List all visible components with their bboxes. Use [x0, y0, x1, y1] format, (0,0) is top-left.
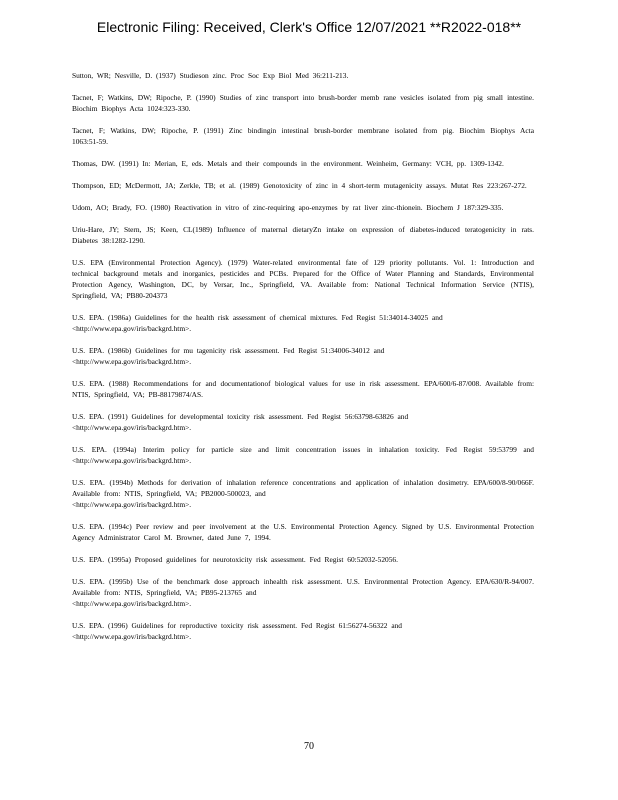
filing-stamp-header: Electronic Filing: Received, Clerk's Office 12/07/2021 **R2022-018**: [96, 19, 522, 35]
reference-entry: U.S. EPA. (1994c) Peer review and peer involvement at the U.S. Environmental Protection Agency. Signed by U.S. Environmental Protection Agency Administrator Carol M. Browner, dated June 7, 1994.: [72, 522, 534, 542]
reference-entry: Thomas, DW. (1991) In: Merian, E, eds. Metals and their compounds in the environment. Weinheim, Germany: VCH, pp. 1309-1342.: [72, 159, 504, 168]
reference-entry: U.S. EPA (Environmental Protection Agency). (1979) Water-related environmental fate of 129 priority pollutants. Vol. 1: Introduction and technical background metals and inorganics, pesticides and PCBs. Prepared for the Office of Water Planning and Standards, Environmental Protection Agency, Washington, DC, by Versar, Inc., Springfield, VA. Available from: National Technical Information Service (NTIS), Springfield, VA; PB80-204373: [72, 258, 534, 300]
reference-entry: Uriu-Hare, JY; Stern, JS; Keen, CL(1989) Influence of maternal dietaryZn intake on expression of diabetes-induced teratogenicity in rats. Diabetes 38:1282-1290.: [72, 225, 534, 245]
reference-entry: U.S. EPA. (1995a) Proposed guidelines for neurotoxicity risk assessment. Fed Regist 60:52032-52056.: [72, 555, 398, 564]
reference-entry: U.S. EPA. (1996) Guidelines for reproductive toxicity risk assessment. Fed Regist 61:56274-56322 and <http://www.epa.gov/iris/backgrd.htm>.: [72, 621, 402, 641]
reference-entry: Tacnet, F; Watkins, DW; Ripoche, P. (1991) Zinc bindingin intestinal brush-border membrane isolated from pig. Biochim Biophys Acta 1063:51-59.: [72, 126, 534, 146]
reference-entry: Tacnet, F; Watkins, DW; Ripoche, P. (1990) Studies of zinc transport into brush-border memb rane vesicles isolated from pig small intestine. Biochim Biophys Acta 1024:323-330.: [72, 93, 534, 113]
reference-entry: Udom, AO; Brady, FO. (1980) Reactivation in vitro of zinc-requiring apo-enzymes by rat liver zinc-thionein. Biochem J 187:329-335.: [72, 203, 504, 212]
reference-entry: U.S. EPA. (1988) Recommendations for and documentationof biological values for use in risk assessment. EPA/600/6-87/008. Available from: NTIS, Springfield, VA; PB-88179874/AS.: [72, 379, 534, 399]
reference-entry: Thompson, ED; McDermott, JA; Zerkle, TB; et al. (1989) Genotoxicity of zinc in 4 short-term mutagenicity assays. Mutat Res 223:267-272.: [72, 181, 527, 190]
reference-entry: U.S. EPA. (1994b) Methods for derivation of inhalation reference concentrations and application of inhalation dosimetry. EPA/600/8-90/066F. Available from: NTIS, Springfield, VA; PB2000-500023, and <http://www.epa.gov/iris/backgrd.htm>.: [72, 478, 534, 509]
reference-entry: U.S. EPA. (1986b) Guidelines for mu tagenicity risk assessment. Fed Regist 51:34006-34012 and <http://www.epa.gov/iris/backgrd.htm>.: [72, 346, 385, 366]
reference-entry: Sutton, WR; Nesville, D. (1937) Studieson zinc. Proc Soc Exp Biol Med 36:211-213.: [72, 71, 349, 80]
reference-list: [72, 70, 534, 653]
reference-entry: U.S. EPA. (1991) Guidelines for developmental toxicity risk assessment. Fed Regist 56:63798-63826 and <http://www.epa.gov/iris/backgrd.htm>.: [72, 412, 409, 432]
reference-entry: U.S. EPA. (1995b) Use of the benchmark dose approach inhealth risk assessment. U.S. Environmental Protection Agency. EPA/630/R-94/007. Available from: NTIS, Springfield, VA; PB95-213765 and <http://www.epa.gov/iris/backgrd.htm>.: [72, 577, 534, 608]
page-number: 70: [304, 741, 314, 752]
reference-entry: U.S. EPA. (1986a) Guidelines for the health risk assessment of chemical mixtures. Fed Regist 51:34014-34025 and <http://www.epa.gov/iris/backgrd.htm>.: [72, 313, 443, 333]
reference-entry: U.S. EPA. (1994a) Interim policy for particle size and limit concentration issues in inhalation toxicity. Fed Regist 59:53799 and <http://www.epa.gov/iris/backgrd.htm>.: [72, 445, 534, 465]
